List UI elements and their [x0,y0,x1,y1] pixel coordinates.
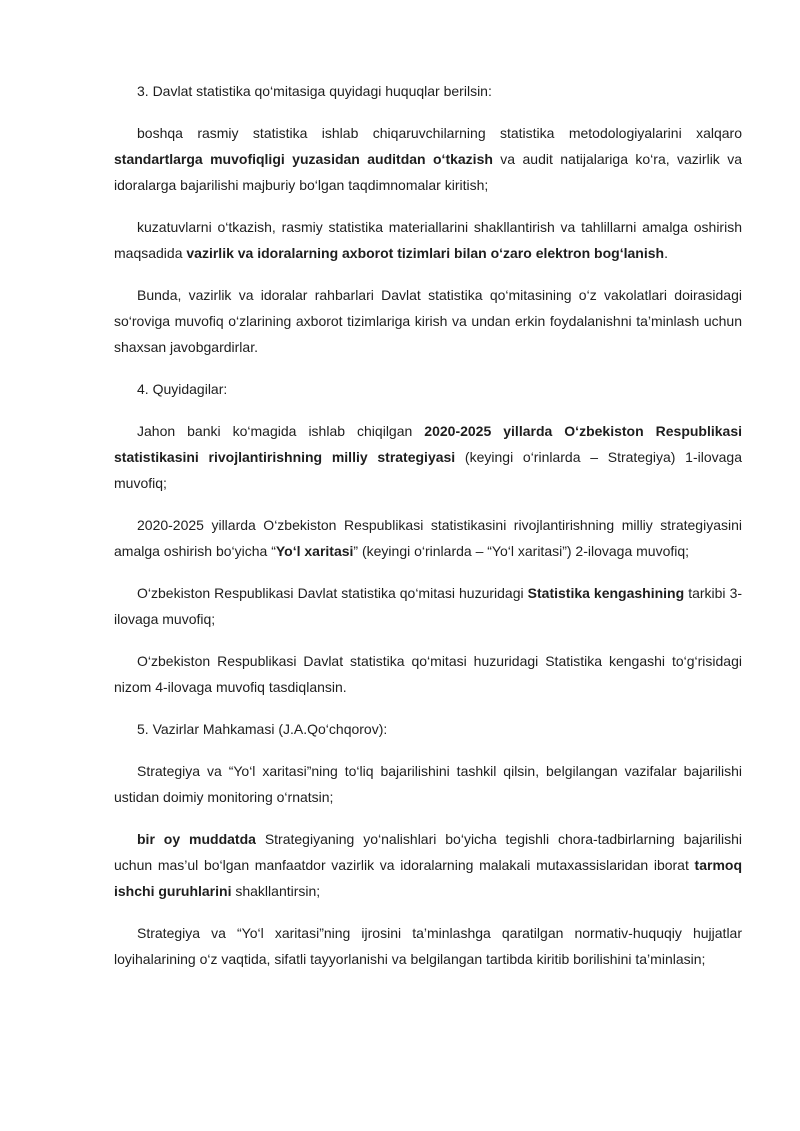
paragraph-legal-acts [114,920,742,972]
paragraph-text: 5. Vazirlar Mahkamasi (J.A.Qo‘chqorov): [137,721,388,737]
paragraph-roadmap [114,512,742,564]
paragraph-text: Strategiyaning yo‘nalishlari bo‘yicha tegishli chora-tadbirlarning bajarilishi uchun mas’ul bo‘lgan manfaatdor vazirlik va idoralarning malakali mutaxassislaridan iborat [114,831,742,873]
paragraph-text: kuzatuvlarni o‘tkazish, rasmiy statistika materiallarini shakllantirish va tahlillarni amalga oshirish maqsadida [114,219,742,261]
paragraph-text: tarkibi 3-ilovaga muvofiq; [114,585,743,627]
paragraph-text: 2020-2025 yillarda O‘zbekiston Respublikasi statistikasini rivojlantirishning milliy strategiyasini amalga oshirish bo‘yicha “ [114,517,742,559]
bold-phrase: Statistika kengashining [527,585,685,601]
paragraph-text: Jahon banki ko‘magida ishlab chiqilgan [137,423,425,439]
paragraph-text: O‘zbekiston Respublikasi Davlat statistika qo‘mitasi huzuridagi Statistika kengashi to‘g‘risidagi nizom 4-ilovaga muvofiq tasdiqlansin. [114,653,742,695]
bold-phrase: standartlarga muvofiqligi yuzasidan auditdan o‘tkazish [114,151,493,167]
bold-phrase: tarmoq ishchi guruhlarini [114,857,742,899]
paragraph-text: 3. Davlat statistika qo‘mitasiga quyidagi huquqlar berilsin: [137,83,492,99]
paragraph-rights-audit [114,120,742,198]
paragraph-text: shakllantirsin; [231,883,321,899]
paragraph-text: O‘zbekiston Respublikasi Davlat statistika qo‘mitasi huzuridagi [137,585,528,601]
paragraph-text: Strategiya va “Yo‘l xaritasi”ning ijrosini ta’minlashga qaratilgan normativ-huquqiy hujjatlar loyihalarining o‘z vaqtida, sifatli tayyorlanishi va belgilangan tartibda kiritib borilishini ta’minlasin; [114,925,742,967]
paragraph-text: ” (keyingi o‘rinlarda – “Yo‘l xaritasi”) 2-ilovaga muvofiq; [353,543,690,559]
paragraph-rights-electronic-link [114,214,742,266]
paragraph-working-groups [114,826,742,904]
paragraph-responsibility [114,282,742,360]
paragraph-council-composition [114,580,742,632]
paragraph-strategy [114,418,742,496]
paragraph-council-regulation [114,648,742,700]
paragraph-text: . [664,245,668,261]
bold-phrase: bir oy muddatda [137,831,256,847]
paragraph-text: Bunda, vazirlik va idoralar rahbarlari Davlat statistika qo‘mitasining o‘z vakolatlari doirasidagi so‘roviga muvofiq o‘zlarining axborot tizimlariga kirish va undan erkin foydalanishni ta’minlash uchun shaxsan javobgardirlar. [114,287,742,355]
paragraph-text: Strategiya va “Yo‘l xaritasi”ning to‘liq bajarilishini tashkil qilsin, belgilangan vazifalar bajarilishi ustidan doimiy monitoring o‘rnatsin; [114,763,742,805]
paragraph-text: 4. Quyidagilar: [137,381,228,397]
document-page [114,78,742,988]
paragraph-item-5 [114,716,742,742]
paragraph-item-4 [114,376,742,402]
bold-phrase: 2020-2025 yillarda O‘zbekiston Respublikasi statistikasini rivojlantirishning milliy strategiyasi [114,423,742,465]
paragraph-item-3 [114,78,742,104]
bold-phrase: vazirlik va idoralarning axborot tizimlari bilan o‘zaro elektron bog‘lanish [186,245,665,261]
paragraph-monitoring [114,758,742,810]
paragraph-text: (keyingi o‘rinlarda – Strategiya) 1-ilovaga muvofiq; [114,449,742,491]
bold-phrase: Yo‘l xaritasi [275,543,354,559]
paragraph-text: va audit natijalariga ko‘ra, vazirlik va idoralarga bajarilishi majburiy bo‘lgan taqdimnomalar kiritish; [114,151,742,193]
paragraph-text: boshqa rasmiy statistika ishlab chiqaruvchilarning statistika metodologiyalarini xalqaro [137,125,742,141]
